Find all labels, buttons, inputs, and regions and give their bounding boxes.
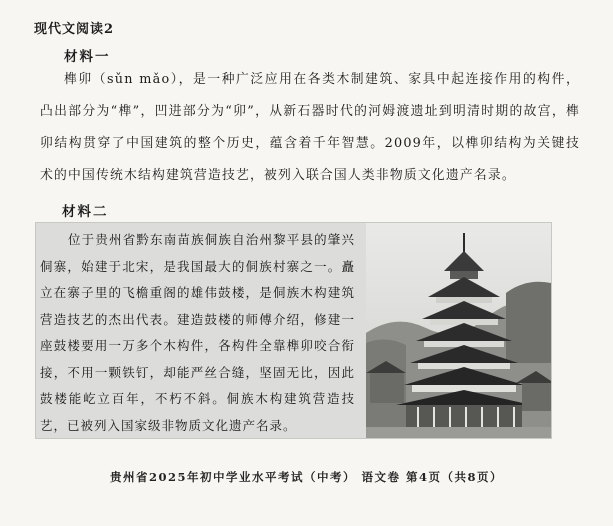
material-one-heading: 材料一 <box>64 49 111 65</box>
drum-tower-photo <box>366 223 551 438</box>
material-two-paragraph: 位于贵州省黔东南苗族侗族自治州黎平县的肇兴侗寨，始建于北宋，是我国最大的侗族村寨之一。矗立在寨子里的飞檐重阁的雄伟鼓楼，是侗族木构建筑营造技艺的杰出代表。建造鼓楼的师傅介绍，修建一座鼓楼要用一万多个木构件，各构件全靠榫卯咬合衔接，不用一颗铁钉，却能严丝合缝，坚固无比，因此鼓楼能屹立百年，不朽不斜。侗族木构建筑营造技艺，已被列入国家级非物质文化遗产名录。 <box>40 232 355 433</box>
drum-tower-illustration <box>366 223 551 438</box>
material-two-inset <box>35 222 552 439</box>
page-footer: 贵州省2025年初中学业水平考试（中考） 语文卷 第4页（共8页） <box>109 470 503 484</box>
material-one-paragraph: 榫卯（sǔn mǎo），是一种广泛应用在各类木制建筑、家具中起连接作用的构件，凸出部分为“榫”，凹进部分为“卯”，从新石器时代的河姆渡遗址到明清时期的故宫，榫卯结构贯穿了中国建筑的整个历史，蕴含着千年智慧。2009年，以榫卯结构为关键技术的中国传统木结构建筑营造技艺，被列入联合国人类非物质文化遗产名录。 <box>40 72 580 183</box>
section-title: 现代文阅读2 <box>34 22 115 37</box>
material-two-heading: 材料二 <box>62 204 109 220</box>
